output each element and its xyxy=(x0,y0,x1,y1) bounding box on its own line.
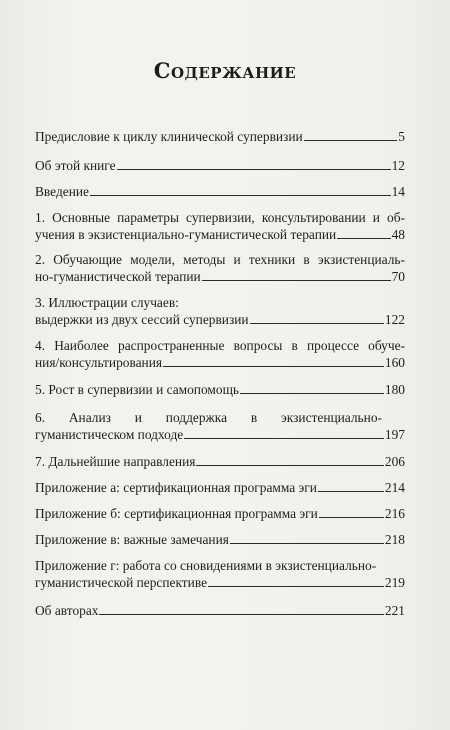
toc-leader xyxy=(117,169,391,170)
toc-entry-text: 4. Наиболее распространенные вопросы в процессе обуче- xyxy=(35,338,405,353)
toc-entry-text: Предисловие к циклу клинической супервизии xyxy=(35,129,303,144)
toc-page-number: 221 xyxy=(384,603,405,618)
toc-entry-text: Об авторах xyxy=(35,603,99,618)
toc-leader xyxy=(318,491,384,492)
toc-page-number: 180 xyxy=(384,382,405,397)
toc-entry-text: 7. Дальнейшие направления xyxy=(35,454,196,469)
toc-entry xyxy=(35,209,405,243)
toc-leader xyxy=(202,280,391,281)
toc-entry xyxy=(35,157,405,174)
toc-page-number: 70 xyxy=(391,269,405,284)
toc-leader xyxy=(196,465,383,466)
toc-entry xyxy=(35,251,405,285)
toc-entry xyxy=(35,409,405,443)
toc-entry-text: 5. Рост в супервизии и самопомощь xyxy=(35,382,239,397)
toc-entry-text: Об этой книге xyxy=(35,158,116,173)
toc-page-number: 122 xyxy=(384,312,405,327)
toc-page-number: 197 xyxy=(384,427,405,442)
toc-entry xyxy=(35,337,405,371)
toc-entry xyxy=(35,381,405,398)
toc-entry-text: Приложение г: работа со сновидениями в экзистенциально- xyxy=(35,558,377,573)
toc-leader xyxy=(240,393,384,394)
toc-entry xyxy=(35,453,405,470)
toc-page-number: 5 xyxy=(398,129,405,144)
toc-leader xyxy=(99,614,383,615)
toc-entry xyxy=(35,128,405,145)
toc-entry-text: Приложение а: сертификационная программа эги xyxy=(35,480,317,495)
toc-entry xyxy=(35,557,405,591)
toc-entry-text: 1. Основные параметры супервизии, консультировании и об- xyxy=(35,210,405,225)
toc-entry-text: Приложение б: сертификационная программа эги xyxy=(35,506,318,521)
toc-leader xyxy=(319,517,384,518)
toc-entry-text: но-гуманистической терапии xyxy=(35,269,201,284)
toc-entry-text: Введение xyxy=(35,184,89,199)
toc-leader xyxy=(208,586,384,587)
toc-leader xyxy=(337,238,390,239)
toc-entry-text: Приложение в: важные замечания xyxy=(35,532,229,547)
toc-leader xyxy=(184,438,384,439)
toc-leader xyxy=(230,543,384,544)
toc-leader xyxy=(250,323,384,324)
toc-entry-text: гуманистической перспективе xyxy=(35,575,208,590)
toc-page-number: 216 xyxy=(384,506,405,521)
table-of-contents xyxy=(35,128,405,619)
toc-leader xyxy=(163,366,384,367)
toc-entry xyxy=(35,183,405,200)
toc-page-number: 206 xyxy=(384,454,405,469)
toc-page-number: 214 xyxy=(384,480,405,495)
toc-page-number: 12 xyxy=(391,158,405,173)
toc-entry-text: 6. Анализ и поддержка в экзистенциально- xyxy=(35,410,382,425)
toc-entry xyxy=(35,602,405,619)
toc-entry-text: выдержки из двух сессий супервизии xyxy=(35,312,249,327)
toc-page-number: 219 xyxy=(384,575,405,590)
toc-leader xyxy=(304,140,398,141)
toc-entry-text: учения в экзистенциально-гуманистической терапии xyxy=(35,227,337,242)
toc-leader xyxy=(90,195,391,196)
toc-entry xyxy=(35,505,405,522)
toc-entry xyxy=(35,531,405,548)
toc-page-number: 160 xyxy=(384,355,405,370)
toc-entry-text: гуманистическом подходе xyxy=(35,427,184,442)
toc-page-number: 218 xyxy=(384,532,405,547)
toc-entry xyxy=(35,479,405,496)
toc-entry-text: 2. Обучающие модели, методы и техники в экзистенциаль- xyxy=(35,252,405,267)
toc-page-number: 14 xyxy=(391,184,405,199)
page-title: Содержание xyxy=(153,58,297,83)
toc-entry-text: ния/консультирования xyxy=(35,355,163,370)
toc-page-number: 48 xyxy=(391,227,405,242)
toc-entry xyxy=(35,294,405,328)
toc-entry-text: 3. Иллюстрации случаев: xyxy=(35,295,179,310)
